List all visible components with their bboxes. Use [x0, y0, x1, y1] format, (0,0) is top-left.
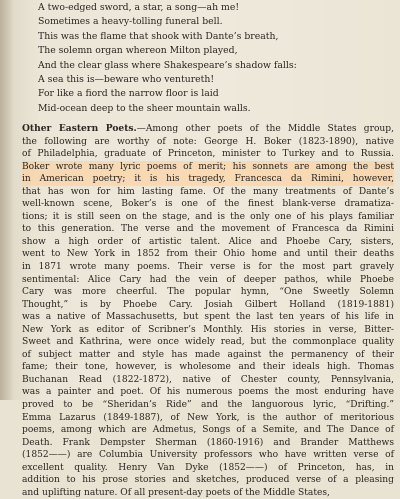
prose-line-text: —Among other poets of the Middle States group, [136, 124, 395, 134]
prose-line: was a native of Massachusetts, but spent the last ten years of his life in [22, 312, 394, 323]
poem-stanza [38, 1, 388, 116]
prose-line: that has won for him lasting fame. Of the many treatments of Dante’s [22, 186, 394, 197]
poem-line: A two-edged sword, a star, a song—ah me! [38, 2, 240, 13]
prose-line-highlighted: Boker wrote many lyric poems of merit; his sonnets are among the best [22, 161, 394, 172]
prose-line: addition to his prose stories and sketches, produced verse of a pleasing [22, 475, 394, 486]
prose-line: went to New York in 1852 from their Ohio home and until their deaths [22, 249, 394, 260]
prose-line: sentimental: Alice Cary had the vein of deeper pathos, while Phoebe [22, 274, 394, 285]
poem-line: The solemn organ whereon Milton played, [38, 45, 238, 57]
prose-line: fame; their tone, however, is wholesome and their ideals high. Thomas [22, 362, 394, 373]
prose-line: the following are worthy of note: George H. Boker (1823-1890), native [22, 136, 394, 147]
prose-line: poems, among which are Admetus, Songs of a Semite, and The Dance of [22, 425, 394, 436]
section-heading: Other Eastern Poets. [22, 123, 137, 134]
prose-line: proved to be “Sheridan’s Ride” and the languorous lyric, “Drifting.” [22, 400, 394, 411]
prose-line: show a high order of artistic talent. Alice and Phoebe Cary, sisters, [22, 236, 394, 247]
prose-line: to this generation. The verse and the movement of Francesca da Rimini [22, 224, 394, 235]
poem-line: And the clear glass where Shakespeare’s shadow falls: [38, 59, 297, 71]
prose-line: Thought,” is by Phoebe Cary. Josiah Gilbert Holland (1819-1881) [22, 299, 394, 310]
prose-line: Emma Lazarus (1849-1887), of New York, is the author of meritorious [22, 412, 394, 423]
poem-line: A sea this is—beware who ventureth! [38, 74, 215, 86]
section-body [22, 123, 394, 499]
poem-line: Sometimes a heavy-tolling funeral bell. [38, 16, 223, 28]
prose-line: of Philadelphia, graduate of Princeton, minister to Turkey and to Russia. [22, 149, 394, 160]
prose-line: Buchanan Read (1822-1872), native of Chester county, Pennsylvania, [22, 374, 394, 385]
poem-line: Mid-ocean deep to the sheer mountain walls. [38, 102, 251, 114]
poem-line: This was the flame that shook with Dante’s breath, [38, 30, 279, 42]
prose-line: Sweet and Kathrina, were once widely read, but the commonplace quality [22, 337, 394, 348]
prose-line: (1852——) are Columbia University professors who have written verse of [22, 450, 394, 461]
prose-line: tions; it is still seen on the stage, and is the only one of his plays familiar [22, 211, 394, 222]
poem-line: For like a fiord the narrow floor is laid [38, 88, 219, 100]
prose-line [22, 123, 394, 136]
prose-line: New York as editor of Scribner’s Monthly. His stories in verse, Bitter- [22, 324, 394, 335]
prose-line: well-known scene, Boker’s is one of the finest blank-verse dramatiza- [22, 199, 394, 210]
prose-line: Death. Frank Dempster Sherman (1860-1916) and Brander Matthews [22, 437, 394, 448]
prose-line: of subject matter and style has made against the permanency of their [22, 349, 394, 360]
prose-line: was a painter and poet. Of his numerous poems the most enduring have [22, 387, 394, 398]
prose-line: in 1871 wrote many poems. Their verse is for the most part gravely [22, 262, 394, 273]
prose-line-highlighted: in American poetry; it is his tragedy, Francesca da Rimini, however, [22, 174, 394, 185]
prose-line: excellent quality. Henry Van Dyke (1852——) of Princeton, has, in [22, 462, 394, 473]
prose-line: Cary was more cheerful. The popular hymn, “One Sweetly Solemn [22, 287, 394, 298]
page-gutter-shadow [0, 0, 14, 400]
prose-line: and uplifting nature. Of all present-day poets of the Middle States, [22, 487, 330, 498]
